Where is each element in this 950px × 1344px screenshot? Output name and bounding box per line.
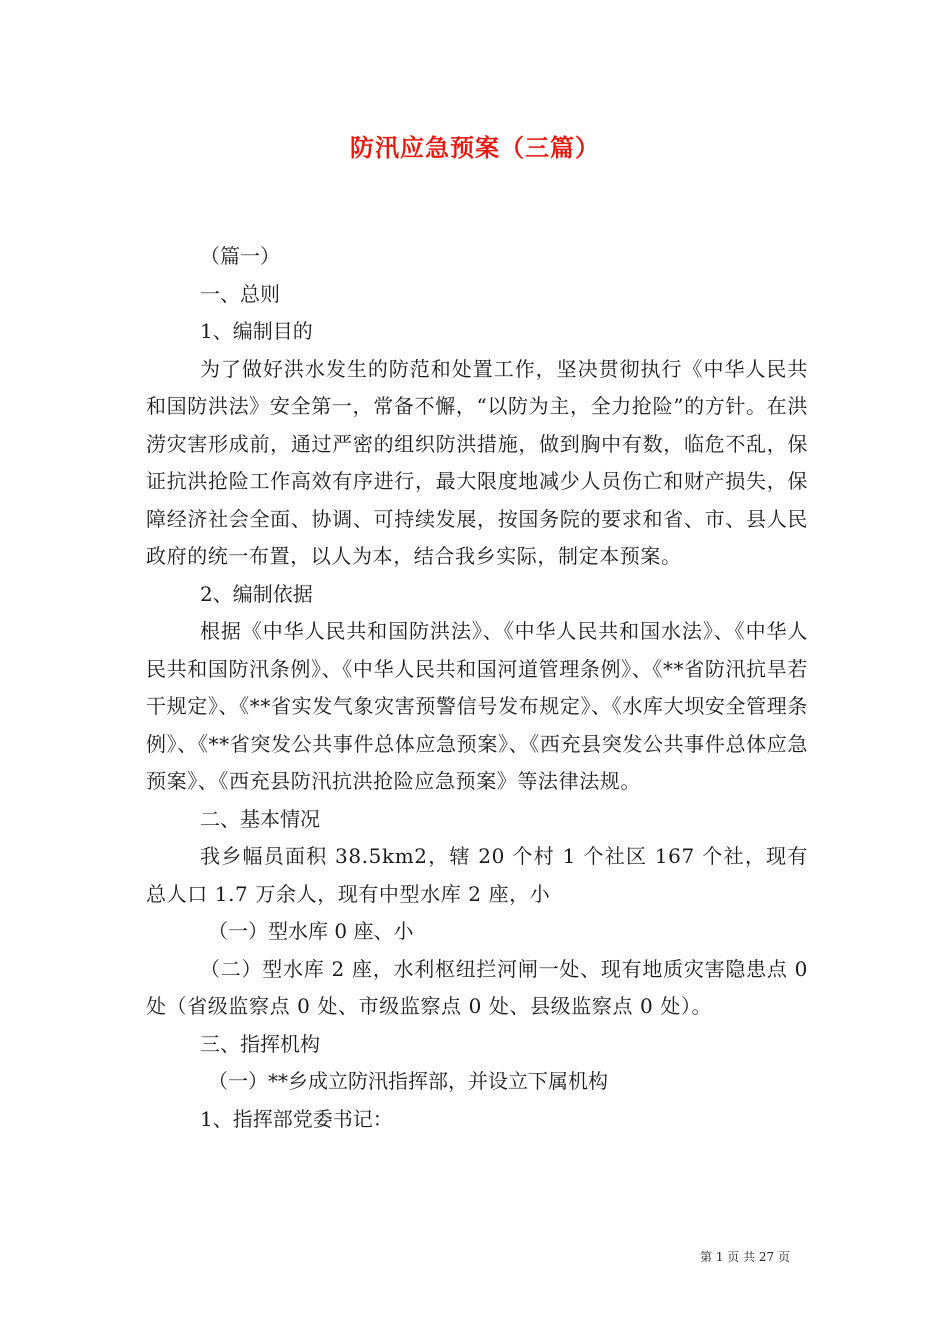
list-item-one: （一）型水库 0 座、小: [208, 919, 414, 943]
section-heading-command: 三、指挥机构: [200, 1031, 320, 1056]
paragraph-purpose: 为了做好洪水发生的防范和处置工作，坚决贯彻执行《中华人民共和国防洪法》安全第一，常备不懈，“以防为主，全力抢险”的方针。在洪涝灾害形成前，通过严密的组织防洪措施，做到胸中有数，临危不乱，保证抗洪抢险工作高效有序进行，最大限度地减少人员伤亡和财产损失，保障经济社会全面、协调、可持续发展，按国务院的要求和省、市、县人民政府的统一布置，以人为本，结合我乡实际，制定本预案。: [146, 356, 808, 568]
subheading-purpose: 1、编制目的: [200, 319, 313, 343]
document-body: [146, 238, 808, 1138]
subheading-basis: 2、编制依据: [200, 581, 313, 606]
list-item-two: （二）型水库 2 座，水利枢纽拦河闸一处、现有地质灾害隐患点 0 处（省级监察点 0 处、市级监察点 0 处、县级监察点 0 处）。: [146, 956, 808, 1018]
subheading-secretary: 1、指挥部党委书记：: [200, 1106, 393, 1131]
section-heading-basic-situation: 二、基本情况: [200, 806, 320, 831]
section-heading-general: 一、总则: [200, 281, 280, 306]
document-title: 防汛应急预案（三篇）: [350, 133, 600, 162]
list-item-command-one: （一）**乡成立防汛指挥部，并设立下属机构: [208, 1069, 608, 1093]
section-heading-part-one: （篇一）: [200, 244, 280, 268]
paragraph-situation: 我乡幅员面积 38.5km2，辖 20 个村 1 个社区 167 个社，现有总人口 1.7 万余人，现有中型水库 2 座，小: [146, 844, 808, 906]
paragraph-basis: 根据《中华人民共和国防洪法》、《中华人民共和国水法》、《中华人民共和国防汛条例》、《中华人民共和国河道管理条例》、《**省防汛抗旱若干规定》、《**省实发气象灾害预警信号发布规定》、《水库大坝安全管理条例》、《**省突发公共事件总体应急预案》、《西充县突发公共事件总体应急预案》、《西充县防汛抗洪抢险应急预案》等法律法规。: [146, 619, 808, 793]
page-number: 第 1 页 共 27 页: [700, 1250, 790, 1264]
